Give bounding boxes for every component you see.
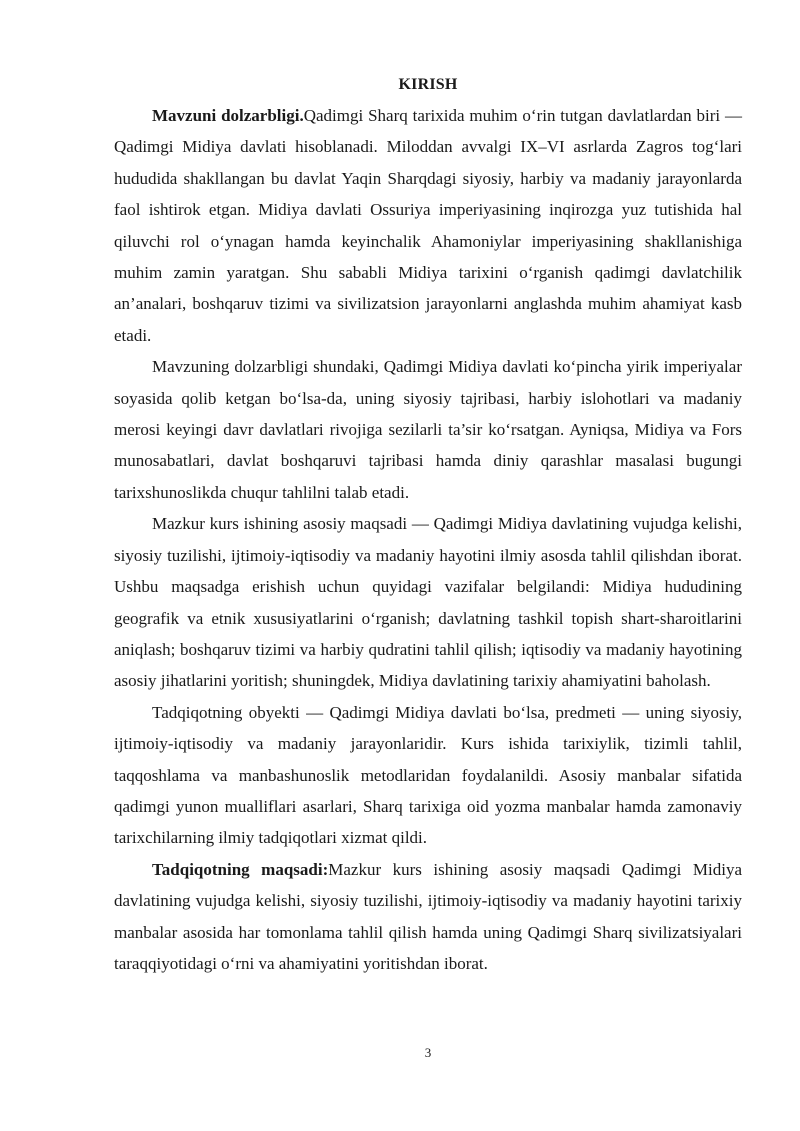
paragraph-text: Mazkur kurs ishining asosiy maqsadi Qadimgi Midiya davlatining vujudga kelishi, siyosiy tuzilishi, ijtimoiy-iqtisodiy va madaniy hayotini tarixiy manbalar asosida har tomonlama tahlil qilish hamda uning Qadimgi Sharq sivilizatsiyalari taraqqiyotidagi o‘rni va ahamiyatini yoritishdan iborat.: [114, 859, 742, 973]
document-page: [114, 0, 742, 1131]
paragraph-relevance-detail: [114, 351, 742, 508]
paragraph-relevance: [114, 100, 742, 351]
page-number: 3: [424, 1045, 432, 1060]
paragraph-text: Mazkur kurs ishining asosiy maqsadi — Qadimgi Midiya davlatining vujudga kelishi, siyosiy tuzilishi, ijtimoiy-iqtisodiy va madaniy hayotini ilmiy asosda tahlil qilishdan iborat. Ushbu maqsadga erishish uchun quyidagi vazifalar belgilandi: Midiya hududining geografik va etnik xususiyatlarini o‘rganish; davlatning tashkil topish shart-sharoitlarini aniqlash; boshqaruv tizimi va harbiy qudratini tahlil qilish; iqtisodiy va madaniy hayotining asosiy jihatlarini yoritish; shuningdek, Midiya davlatining tarixiy ahamiyatini baholash.: [114, 514, 742, 691]
paragraph-research-goal: [114, 854, 742, 980]
paragraph-lead: Tadqiqotning maqsadi:: [152, 859, 329, 879]
paragraph-text: Qadimgi Sharq tarixida muhim o‘rin tutgan davlatlardan biri — Qadimgi Midiya davlati hisoblanadi. Miloddan avvalgi IX–VI asrlarda Zagros tog‘lari hududida shakllangan bu davlat Yaqin Sharqdagi siyosiy, harbiy va madaniy jarayonlarda faol ishtirok etgan. Midiya davlati Ossuriya imperiyasining inqirozga yuz tutishida hal qiluvchi rol o‘ynagan hamda keyinchalik Ahamoniylar imperiyasining shakllanishiga muhim zamin yaratgan. Shu sababli Midiya tarixini o‘rganish qadimgi davlatchilik an’analari, boshqaruv tizimi va sivilizatsion jarayonlarni anglashda muhim ahamiyat kasb etadi.: [114, 106, 742, 345]
paragraph-text: Tadqiqotning obyekti — Qadimgi Midiya davlati bo‘lsa, predmeti — uning siyosiy, ijtimoiy-iqtisodiy va madaniy jarayonlaridir. Kurs ishida tarixiylik, tizimli tahlil, taqqoshlama va manbashunoslik metodlaridan foydalanildi. Asosiy manbalar sifatida qadimgi yunon mualliflari asarlari, Sharq tarixiga oid yozma manbalar hamda zamonaviy tarixchilarning ilmiy tadqiqotlari xizmat qildi.: [114, 702, 742, 848]
paragraph-object-and-methods: [114, 697, 742, 854]
page-heading: KIRISH: [398, 76, 458, 93]
paragraph-goal-and-tasks: [114, 508, 742, 696]
paragraph-lead: Mavzuni dolzarbligi.: [152, 106, 304, 125]
paragraph-text: Mavzuning dolzarbligi shundaki, Qadimgi Midiya davlati ko‘pincha yirik imperiyalar soyasida qolib ketgan bo‘lsa-da, uning siyosiy tajribasi, harbiy islohotlari va madaniy merosi keyingi davr davlatlari rivojiga sezilarli ta’sir ko‘rsatgan. Ayniqsa, Midiya va Fors munosabatlari, davlat boshqaruvi tajribasi hamda diniy qarashlar masalasi bugungi tarixshunoslikda chuqur tahlilni talab etadi.: [114, 357, 742, 502]
body-text: [114, 100, 742, 979]
